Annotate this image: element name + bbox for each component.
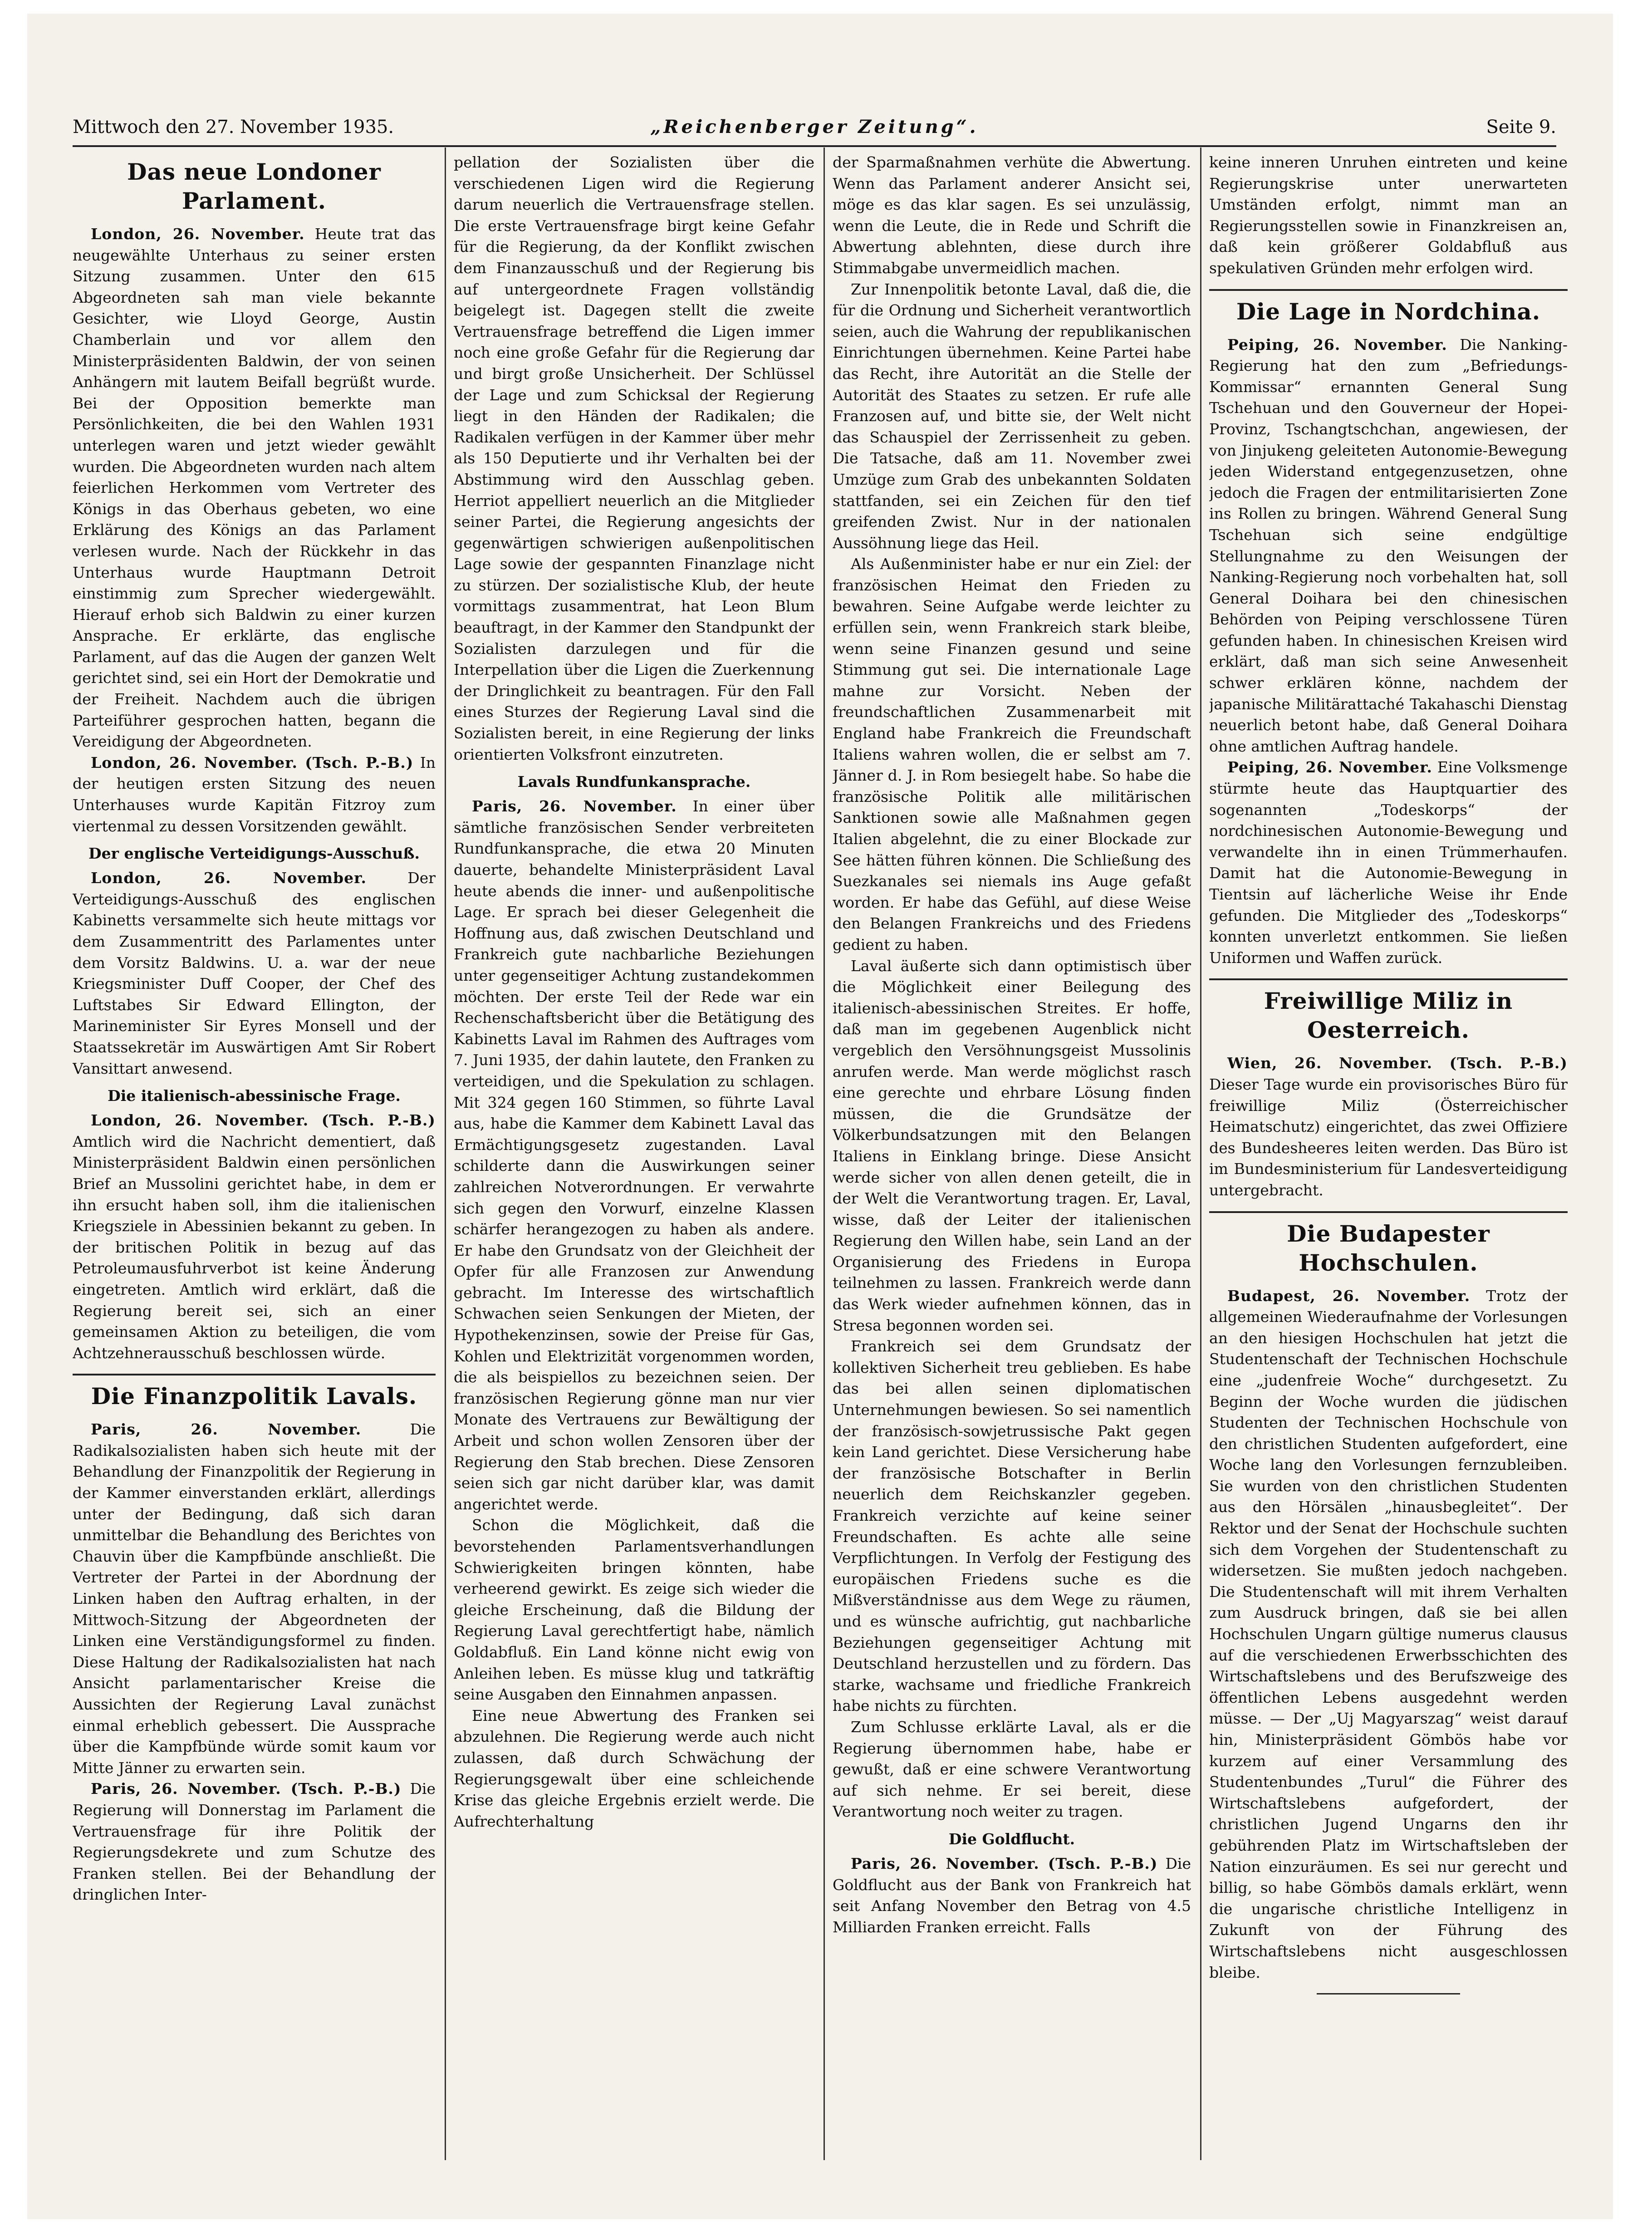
issue-date: Mittwoch den 27. November 1935. <box>73 117 394 138</box>
article-paragraph <box>454 796 814 1515</box>
column-3 <box>833 152 1191 2156</box>
column-divider <box>445 147 446 2160</box>
paragraph-text: der Sparmaßnahmen verhüte die Abwertung. Wenn das Parlament anderer Ansicht sei, möge es das klar sagen. Es sei unzulässig, wenn die Leute, die in Rede und Schrift die Abwertung ablehnten, diese durch ihre Stimmabgabe unvermeidlich machen. <box>833 153 1191 277</box>
paragraph-text: keine inneren Unruhen eintreten und keine Regierungskrise unter unerwarteten Umständen erfolgt, nimmt man an Regierungsstellen sowie in Finanzkreisen an, daß kein größerer Goldabfluß aus spekulativen Gründen mehr erfolgen wird. <box>1209 153 1568 277</box>
paragraph-text: Frankreich sei dem Grundsatz der kollektiven Sicherheit treu geblieben. Es habe das bei allen seinen diplomatischen Unternehmungen bewiesen. So sei namentlich der französisch-sowjetrussische Pakt gegen kein Land gerichtet. Diese Versicherung habe der französische Botschafter in Berlin neuerlich dem Reichskanzler gegeben. Frankreich verzichte auf keine seiner Freundschaften. Es achte alle seine Verpflichtungen. In Verfolg der Festigung des europäischen Friedens suche es die Mißverständnisse aus dem Wege zu räumen, und es wünsche aufrichtig, gut nachbarliche Beziehungen gegenseitiger Achtung mit Deutschland herzustellen und zu fördern. Das starke, wachsame und friedliche Frankreich habe nichts zu fürchten. <box>833 1337 1191 1715</box>
paragraph-text: In der heutigen ersten Sitzung des neuen Unterhauses wurde Kapitän Fitzroy zum viertenmal zu dessen Vorsitzenden gewählt. <box>73 753 436 835</box>
page-header <box>73 111 1556 143</box>
column-2 <box>454 152 814 2156</box>
paragraph-text: Die Radikalsozialisten haben sich heute mit der Behandlung der Finanzpolitik der Regierung in der Kammer einverstanden erklärt, allerdings unter der Bedingung, daß sich daran unmittelbar die Behandlung des Berichtes von Chauvin über die Kampfbünde anschließt. Die Vertreter der Partei in der Abordnung der Linken haben den Auftrag erhalten, in der Mittwoch-Sitzung der Abgeordneten der Linken eine Verständigungsformel zu finden. Diese Haltung der Radikalsozialisten hat nach Ansicht parlamentarischer Kreise die Aussichten der Regierung Laval zunächst einmal erheblich gebessert. Die Aussprache über die Kampfbünde würde somit kaum vor Mitte Jänner zu erwarten sein. <box>73 1420 436 1777</box>
paragraph-text: pellation der Sozialisten über die verschiedenen Ligen wird die Regierung darum neuerlich die Vertrauensfrage stellen. Die erste Vertrauensfrage birgt keine Gefahr für die Regierung, da der Konflikt zwischen dem Finanzausschuß und der Regierung bis auf untergeordnete Fragen vollständig beigelegt ist. Dagegen stellt die zweite Vertrauensfrage betreffend die Ligen immer noch eine große Gefahr für die Regierung dar und birgt große Unsicherheit. Der Schlüssel der Lage und zum Schicksal der Regierung liegt in den Händen der Radikalen; die Radikalen verfügen in der Kammer über mehr als 150 Deputierte und ihr Verhalten bei der Abstimmung wird den Ausschlag geben. Herriot appelliert neuerlich an die Mitglieder seiner Partei, die Regierung angesichts der gegenwärtigen schwierigen außenpolitischen Lage sowie der gespannten Finanzlage nicht zu stürzen. Der sozialistische Klub, der heute vormittags zusammentrat, hat Leon Blum beauftragt, in der Kammer den Standpunkt der Sozialisten darzulegen und für die Interpellation über die Ligen die Zuerkennung der Dringlichkeit zu beantragen. Für den Fall eines Sturzes der Regierung Laval sind die Sozialisten bereit, in eine Regierung der links orientierten Volksfront einzutreten. <box>454 153 814 763</box>
article-paragraph <box>833 956 1191 1336</box>
dateline: London, 26. November. (Tsch. P.-B.) <box>91 753 414 771</box>
paragraph-text: Zur Innenpolitik betonte Laval, daß die, die für die Ordnung und Sicherheit verantwortlich seien, auch die Wahrung der republikanischen Einrichtungen übernehmen. Keine Partei habe das Recht, ihre Autorität an die Stelle der Autorität des Staates zu setzen. Er rufe alle Franzosen auf, und bitte sie, der Welt nicht das Schauspiel der Zerrissenheit zu geben. Die Tatsache, daß am 11. November zwei Umzüge zum Grab des unbekannten Soldaten stattfanden, sei ein Zeichen für den tief greifenden Zwist. Nur in der nationalen Aussöhnung liege das Heil. <box>833 280 1191 552</box>
article-headline: Die Finanzpolitik Lavals. <box>91 1383 417 1410</box>
article-subheading: Die Goldflucht. <box>948 1830 1075 1848</box>
newspaper-page <box>27 14 1615 2219</box>
paragraph-text: Zum Schlusse erklärte Laval, als er die Regierung übernommen habe, habe er gewußt, daß er eine schwere Verantwortung auf sich nehme. Er sei bereit, diese Verantwortung noch weiter zu tragen. <box>833 1718 1191 1821</box>
dateline: Peiping, 26. November. <box>1227 335 1447 354</box>
article-headline: Die Budapester Hochschulen. <box>1287 1220 1490 1276</box>
dateline: Paris, 26. November. <box>472 797 677 815</box>
article-subheading: Lavals Rundfunkansprache. <box>517 773 751 791</box>
article-subheading: Die italienisch-abessinische Frage. <box>108 1087 401 1105</box>
newspaper-title: „Reichenberger Zeitung“. <box>650 116 979 138</box>
column-divider <box>1200 147 1201 2160</box>
section-rule <box>1209 289 1568 291</box>
dateline: London, 26. November. <box>91 225 305 243</box>
article-paragraph <box>1209 334 1568 757</box>
article-headline: Die Lage in Nordchina. <box>1236 298 1541 325</box>
dateline: Paris, 26. November. (Tsch. P.-B.) <box>91 1780 402 1798</box>
paragraph-text: Schon die Möglichkeit, daß die bevorstehenden Parlamentsverhandlungen Schwierigkeiten bringen könnten, habe verheerend gewirkt. Es zeige sich wieder die gleiche Erscheinung, daß die Bildung der Regierung Laval gerechtfertigt habe, nämlich Goldabfluß. Ein Land könne nicht ewig von Anleihen leben. Es müsse klug und tatkräftig seine Ausgaben den Einnahmen anpassen. <box>454 1516 814 1704</box>
paragraph-text: Die Nanking-Regierung hat den zum „Befriedungs-Kommissar“ ernannten General Sung Tschehuan und den Gouverneur der Hopei-Provinz, Tschangtschchan, angewiesen, der von Jinjukeng geleiteten Autonomie-Bewegung jeden Widerstand entgegenzusetzen, ohne jedoch die Fragen der entmilitarisierten Zone ins Rollen zu bringen. Während General Sung Tschehuan sich seine endgültige Stellungnahme zu den Weisungen der Nanking-Regierung noch vorbehalten hat, soll General Doihara bei den chinesischen Behörden von Peiping verschlossene Türen gefunden haben. In chinesischen Kreisen wird erklärt, daß man sich seine Anwesenheit schwer erklären könne, nachdem der japanische Militärattaché Takahaschi Dienstag neuerlich betont habe, daß General Doihara ohne amtlichen Auftrag handele. <box>1209 335 1568 755</box>
column-1 <box>73 152 436 2156</box>
article-paragraph <box>833 1336 1191 1717</box>
paragraph-text: Die Regierung will Donnerstag im Parlament die Vertrauensfrage für ihre Politik der Regierungsdekrete und zum Schutze des Franken stellen. Bei der Behandlung der dringlichen Inter- <box>73 1780 436 1904</box>
section-rule <box>73 1374 436 1375</box>
scan-margin <box>1613 0 1652 2235</box>
article-paragraph <box>1209 1286 1568 1984</box>
dateline: Peiping, 26. November. <box>1227 758 1432 776</box>
dateline: Paris, 26. November. (Tsch. P.-B.) <box>851 1854 1158 1872</box>
header-rule <box>73 145 1556 147</box>
article-paragraph <box>833 152 1191 279</box>
article-paragraph <box>1209 757 1568 968</box>
dateline: Budapest, 26. November. <box>1227 1287 1471 1305</box>
article-subheading: Der englische Verteidigungs-Ausschuß. <box>88 845 420 863</box>
article-paragraph <box>73 224 436 752</box>
paragraph-text: Heute trat das neugewählte Unterhaus zu seiner ersten Sitzung zusammen. Unter den 615 Abgeordneten sah man viele bekannte Gesichter, wie Lloyd George, Austin Chamberlain und vor allem den Ministerpräsidenten Baldwin, der von seinen Anhängern mit lautem Beifall begrüßt wurde. Bei der Opposition bemerkte man Persönlichkeiten, die bei den Wahlen 1931 unterlegen waren und jetzt wieder gewählt wurden. Die Abgeordneten wurden nach altem feierlichen Herkommen vom Vertreter des Königs in das Oberhaus gebeten, wo eine Erklärung des Königs an das Parlament verlesen wurde. Nach der Rückkehr in das Unterhaus wurde Hauptmann Detroit einstimmig zum Sprecher wiedergewählt. Hierauf erhob sich Baldwin zu einer kurzen Ansprache. Er erklärte, das englische Parlament, auf das die Augen der ganzen Welt gerichtet sind, sei ein Hort der Demokratie und der Freiheit. Nachdem auch die übrigen Parteiführer gesprochen hatten, begann die Vereidigung der Abgeordneten. <box>73 225 436 751</box>
article-paragraph <box>454 1515 814 1705</box>
paragraph-text: Eine Volksmenge stürmte heute das Hauptquartier des sogenannten „Todeskorps“ der nordchinesischen Autonomie-Bewegung und verwandelte ihn in einen Trümmerhaufen. Damit hat die Autonomie-Bewegung in Tientsin auf lächerliche Weise ihr Ende gefunden. Die Mitglieder des „Todeskorps“ konnten unverletzt entkommen. Sie ließen Uniformen und Waffen zurück. <box>1209 758 1568 967</box>
article-paragraph <box>73 752 436 837</box>
paragraph-text: Der Verteidigungs-Ausschuß des englischen Kabinetts versammelte sich heute mittags vor dem Zusammentritt des Parlamentes unter dem Vorsitz Baldwins. U. a. war der neue Kriegsminister Duff Cooper, der Chef des Luftstabes Sir Edward Ellington, der Marineminister Sir Eyres Monsell und der Staatssekretär im Auswärtigen Amt Sir Robert Vansittart anwesend. <box>73 869 436 1077</box>
paragraph-text: In einer über sämtliche französischen Sender verbreiteten Rundfunkansprache, die etwa 20 Minuten dauerte, behandelte Ministerpräsident Laval heute abends die inner- und außenpolitische Lage. Er sprach bei dieser Gelegenheit die Hoffnung aus, daß zwischen Deutschland und Frankreich gute nachbarliche Beziehungen unter gegenseitiger Achtung zustandekommen möchten. Der erste Teil der Rede war ein Rechenschaftsbericht über die Betätigung des Kabinetts Laval im Rahmen des Auftrages vom 7. Juni 1935, der dahin lautete, den Franken zu verteidigen, und die Spekulation zu schlagen. Mit 324 gegen 160 Stimmen, so führte Laval aus, habe die Kammer dem Kabinett Laval das Ermächtigungsgesetz zugestanden. Laval schilderte dann die Auswirkungen seiner zahlreichen Notverordnungen. Er verwahrte sich gegen den Vorwurf, einzelne Klassen schärfer herangezogen zu haben als andere. Er habe den Grundsatz von der Gleichheit der Opfer für alle Franzosen zur Anwendung gebracht. Im Interesse des wirtschaftlich Schwachen seien Senkungen der Mieten, der Hypothekenzinsen, sowie der Preise für Gas, Kohlen und Elektrizität vorgenommen worden, die als beispiellos zu bezeichnen seien. Der französischen Regierung gönne man nur vier Monate des Vertrauens zur Bewältigung der Arbeit und schon wollen Zensoren über der Regierung den Stab brechen. Diese Zensoren seien sich gar nicht darüber klar, was damit angerichtet werde. <box>454 797 814 1513</box>
dateline: Paris, 26. November. <box>91 1420 362 1439</box>
article-paragraph <box>833 554 1191 955</box>
article-headline: Freiwillige Miliz in Oesterreich. <box>1264 987 1513 1044</box>
article-paragraph <box>833 1717 1191 1822</box>
dateline: London, 26. November. (Tsch. P.-B.) <box>91 1111 436 1130</box>
section-rule <box>1209 1211 1568 1213</box>
article-paragraph <box>454 152 814 765</box>
article-paragraph <box>1209 1053 1568 1201</box>
paragraph-text: Trotz der allgemeinen Wiederaufnahme der Vorlesungen an den hiesigen Hochschulen hat jetzt die Studentenschaft der Technischen Hochschule eine „judenfreie Woche“ durchgesetzt. Zu Beginn der Woche wurden die jüdischen Studenten der Technischen Hochschule von den christlichen Studenten aufgefordert, eine Woche lang den Vorlesungen fernzubleiben. Sie wurden von den christlichen Studenten aus den Hörsälen „hinausbegleitet“. Der Rektor und der Senat der Hochschule suchten sich dem Vorgehen der Studentenschaft zu widersetzen. Sie mußten jedoch nachgeben. Die Studentenschaft will mit ihrem Verhalten zum Ausdruck bringen, daß sie bei allen Hochschulen Ungarn gültige numerus clausus auf die verschiedenen Erwerbsschichten des Wirtschaftslebens und des Berufszweige des öffentlichen Lebens ausgedehnt werden müsse. — Der „Uj Magyarszag“ weist darauf hin, Ministerpräsident Gömbös habe vor kurzem auf einer Versammlung des Studentenbundes „Turul“ die Führer des Wirtschaftslebens aufgefordert, der christlichen Jugend Ungarns den ihr gebührenden Platz im Wirtschaftsleben der Nation einzuräumen. Es sei nur gerecht und billig, so habe Gömbös damals erklärt, wenn die ungarische christliche Intelligenz in Zukunft von der Führung des Wirtschaftslebens nicht ausgeschlossen bleibe. <box>1209 1287 1568 1981</box>
article-headline: Das neue Londoner Parlament. <box>127 158 381 214</box>
paragraph-text: Dieser Tage wurde ein provisorisches Büro für freiwillige Miliz (Österreichischer Heimatschutz) eingerichtet, das zwei Offiziere des Bundesheeres leiten werden. Das Büro ist im Bundesministerium für Landesverteidigung untergebracht. <box>1209 1075 1568 1199</box>
article-paragraph <box>73 1110 436 1364</box>
article-paragraph <box>73 868 436 1079</box>
section-rule <box>1209 978 1568 980</box>
paragraph-text: Amtlich wird die Nachricht dementiert, daß Ministerpräsident Baldwin einen persönlichen Brief an Mussolini gerichtet habe, in dem er ihn ersucht haben soll, ihm die italienischen Kriegsziele in Abessinien bekannt zu geben. In der britischen Politik in bezug auf das Petroleumausfuhrverbot ist keine Änderung eingetreten. Amtlich wird erklärt, daß die Regierung bereit sei, sich an einer gemeinsamen Aktion zu beteiligen, die vom Achtzehnerausschuß beschlossen würde. <box>73 1132 436 1362</box>
article-paragraph <box>833 279 1191 554</box>
paragraph-text: Als Außenminister habe er nur ein Ziel: der französischen Heimat den Frieden zu bewahren. Seine Aufgabe werde leichter zu erfüllen sein, wenn Frankreich stark bleibe, wenn seine Finanzen gesund und seine Stimmung gut sei. Die internationale Lage mahne zur Vorsicht. Neben der freundschaftlichen Zusammenarbeit mit England habe Frankreich die Freundschaft Italiens wahren wollen, die er selbst am 7. Jänner d. J. in Rom besiegelt habe. So habe die französische Politik alle militärischen Sanktionen sowie alle Maßnahmen gegen Italien abgelehnt, die zu einer Blockade zur See hätten führen können. Die Schließung des Suezkanales sei niemals ins Auge gefaßt worden. Er habe das Gefühl, auf diese Weise den Belangen Frankreichs und des Friedens gedient zu haben. <box>833 555 1191 953</box>
column-4 <box>1209 152 1568 2156</box>
dateline: Wien, 26. November. (Tsch. P.-B.) <box>1227 1054 1568 1072</box>
article-paragraph <box>454 1705 814 1832</box>
article-paragraph <box>73 1778 436 1906</box>
article-paragraph <box>1209 152 1568 279</box>
paragraph-text: Laval äußerte sich dann optimistisch über die Möglichkeit einer Beilegung des italienisch-abessinischen Streites. Er hoffe, daß man im gegebenen Augenblick nicht vergeblich den Versöhnungsgeist Mussolinis anrufen werde. Man werde möglichst rasch eine gerechte und ehrbare Lösung finden müssen, die die Grundsätze der Völkerbundsatzungen mit den Belangen Italiens in Einklang bringe. Diese Ansicht werde sicher von allen denen geteilt, die in der Welt die Verantwortung tragen. Er, Laval, wisse, daß der Leiter der italienischen Regierung den Willen habe, sein Land an der Organisierung des Friedens in Europa teilnehmen zu lassen. Frankreich werde dann das Werk wieder aufnehmen können, das in Stresa begonnen worden sei. <box>833 957 1191 1334</box>
page-number: Seite 9. <box>1486 117 1556 138</box>
article-paragraph <box>73 1419 436 1778</box>
paragraph-text: Eine neue Abwertung des Franken sei abzulehnen. Die Regierung werde auch nicht zulassen, daß durch Schwächung der Regierungsgewalt über eine schleichende Krise das gleiche Ergebnis erzielt werde. Die Aufrechterhaltung <box>454 1706 814 1830</box>
column-divider <box>824 147 825 2160</box>
article-paragraph <box>833 1853 1191 1938</box>
paragraph-text: Die Goldflucht aus der Bank von Frankreich hat seit Anfang November den Betrag von 4.5 Milliarden Franken erreicht. Falls <box>833 1854 1191 1936</box>
dateline: London, 26. November. <box>91 869 367 887</box>
end-rule <box>1317 1993 1460 1994</box>
scan-margin-bottom <box>27 2219 1615 2235</box>
